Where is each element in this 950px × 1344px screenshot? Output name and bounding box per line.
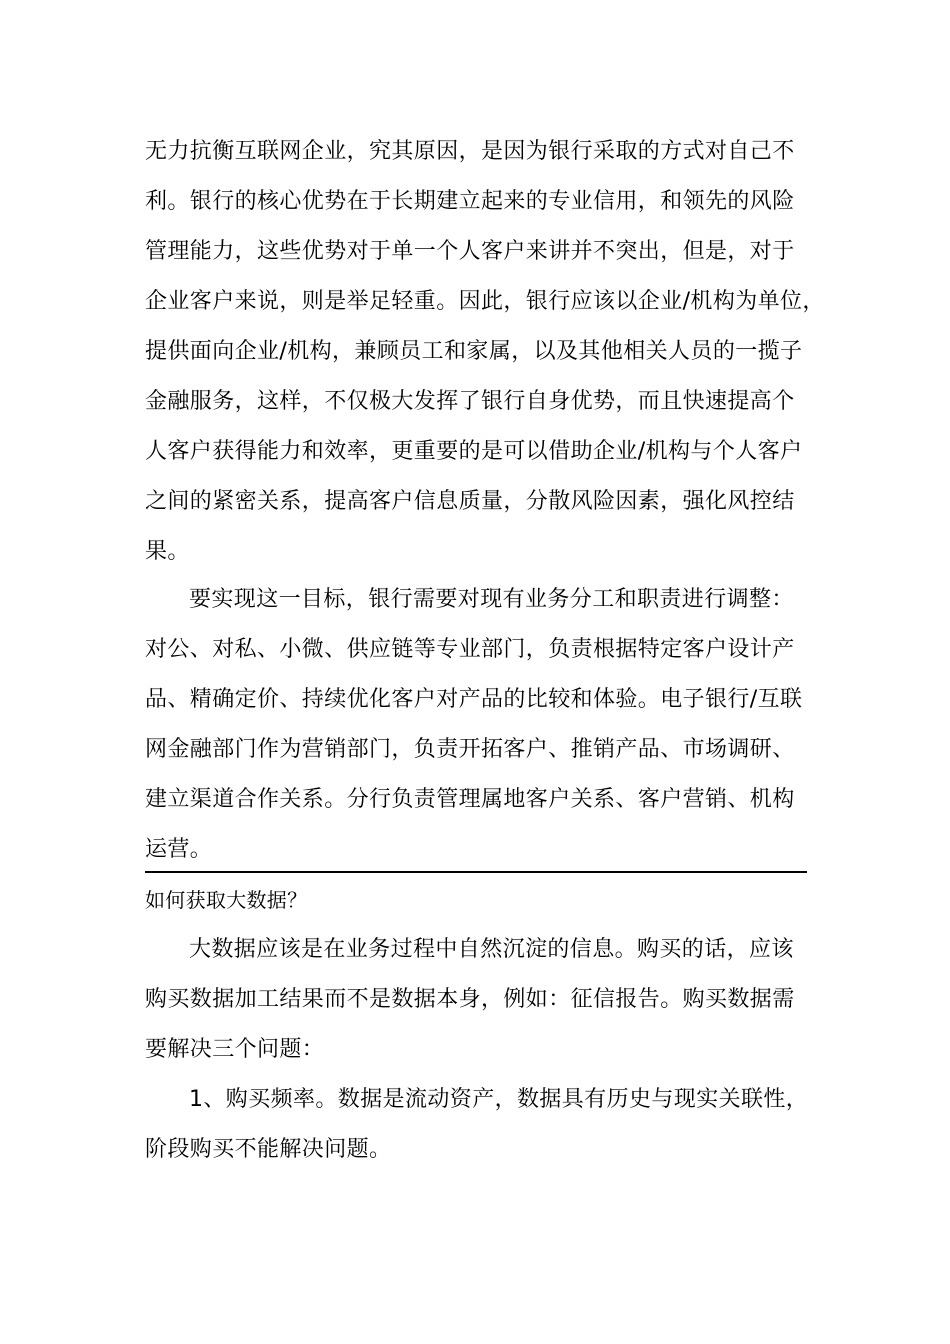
list-item: 1、购买频率。数据是流动资产，数据具有历史与现实关联性， 阶段购买不能解决问题。 <box>145 1087 809 1162</box>
section-heading: 如何获取大数据？ <box>145 888 308 912</box>
body-paragraph: 要实现这一目标，银行需要对现有业务分工和职责进行调整： 对公、对私、小微、供应链等专业部门，负责根据特定客户设计产 品、精确定价、持续优化客户对产品的比较和体验。电子银行/互联 网金融部门作为营销部门，负责开拓客户、推销产品、市场调研、 建立渠道合作关系。分行负责管理属地客户关系、客户营销、机构 运营。 <box>145 587 803 862</box>
body-paragraph: 无力抗衡互联网企业，究其原因，是因为银行采取的方式对自己不 利。银行的核心优势在于长期建立起来的专业信用，和领先的风险 管理能力，这些优势对于单一个人客户来讲并不突出，但是，对于 企业客户来说，则是举足轻重。因此，银行应该以企业/机构为单位， 提供面向企业/机构，兼顾员工和家属，以及其他相关人员的一揽子 金融服务，这样，不仅极大发挥了银行自身优势，而且快速提高个 人客户获得能力和效率，更重要的是可以借助企业/机构与个人客户 之间的紧密关系，提高客户信息质量，分散风险因素，强化风控结 果。 <box>145 139 825 564</box>
body-paragraph: 大数据应该是在业务过程中自然沉淀的信息。购买的话，应该 购买数据加工结果而不是数据本身，例如：征信报告。购买数据需 要解决三个问题： <box>145 937 795 1062</box>
section-divider <box>145 871 807 873</box>
